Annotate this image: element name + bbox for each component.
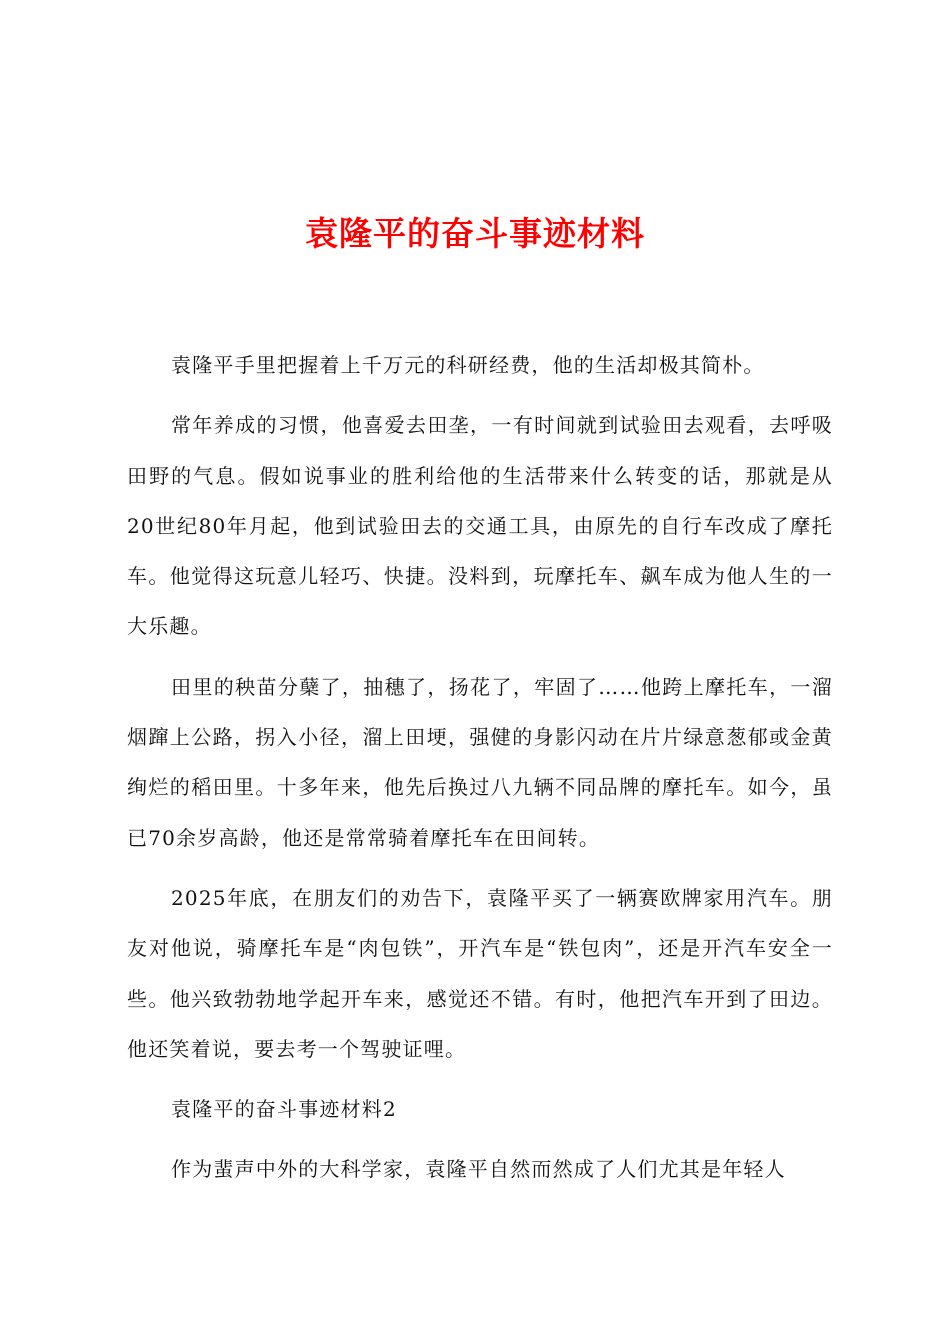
paragraph: 田里的秧苗分蘖了，抽穗了，扬花了，牢固了……他跨上摩托车，一溜烟蹿上公路，拐入小径，溜上田埂，强健的身影闪动在片片绿意葱郁或金黄绚烂的稻田里。十多年来，他先后换过八九辆不同品牌的摩托车。如今，虽已70余岁高龄，他还是常常骑着摩托车在田间转。 bbox=[127, 674, 833, 850]
paragraph: 2025年底，在朋友们的劝告下，袁隆平买了一辆赛欧牌家用汽车。朋友对他说，骑摩托车是“肉包铁”，开汽车是“铁包肉”，还是开汽车安全一些。他兴致勃勃地学起开车来，感觉还不错。有时，他把汽车开到了田边。他还笑着说，要去考一个驾驶证哩。 bbox=[127, 885, 833, 1061]
section-heading: 袁隆平的奋斗事迹材料2 bbox=[171, 1097, 397, 1122]
paragraph: 常年养成的习惯，他喜爱去田垄，一有时间就到试验田去观看，去呼吸田野的气息。假如说事业的胜利给他的生活带来什么转变的话，那就是从20世纪80年月起，他到试验田去的交通工具，由原先的自行车改成了摩托车。他觉得这玩意儿轻巧、快捷。没料到，玩摩托车、飙车成为他人生的一大乐趣。 bbox=[127, 413, 833, 639]
paragraph: 作为蜚声中外的大科学家，袁隆平自然而然成了人们尤其是年轻人 bbox=[171, 1157, 786, 1182]
paragraph: 袁隆平手里把握着上千万元的科研经费，他的生活却极其简朴。 bbox=[171, 353, 765, 377]
document-title: 袁隆平的奋斗事迹材料 bbox=[305, 214, 645, 253]
document-body bbox=[127, 340, 833, 1195]
